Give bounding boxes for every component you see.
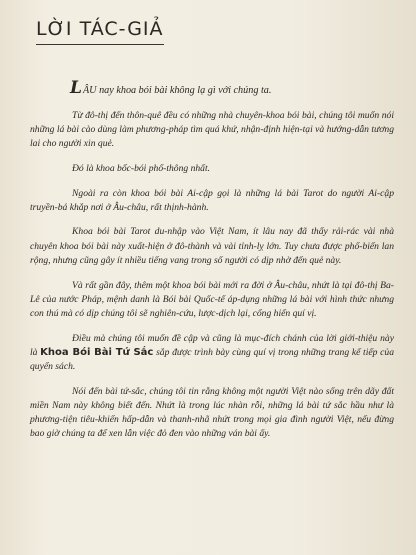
paragraph-1 — [30, 78, 394, 98]
book-subject-title: Khoa Bói Bài Tứ Sắc — [40, 346, 154, 358]
paragraph-8: Nói đến bài tứ-sắc, chúng tôi tin rằng không một người Việt nào sống trên dãy đất miền Nam này không biết đến. Nhứt là trong lúc nhàn rỗi, những lá bài tứ sắc hầu như là phương-tiện tiêu-khiển hấp-dẫn và thanh-nhã nhứt trong mọi gia đình người Việt, nếu đừng bao giờ chúng ta để xen lẫn việc đỏ đen vào những ván bài ấy. — [30, 385, 394, 440]
paragraph-5: Khoa bói bài Tarot du-nhập vào Việt Nam, ít lâu nay đã thấy rải-rác vài nhà chuyên khoa bói bài này xuất-hiện ở đô-thành và vài tỉnh-lỵ lớn. Tuy chưa được phổ-biến lan rộng, nhưng cũng gây ít nhiều tiếng vang trong số người có dịp nhờ đến quẻ này. — [30, 226, 394, 266]
paragraph-7-before: Điều mà chúng tôi muốn đề cập và cũng là mục-đích chánh của lời giới-thiệu này là — [30, 332, 394, 358]
page-body — [30, 78, 394, 442]
paragraph-2: Từ đô-thị đến thôn-quê đều có những nhà chuyên-khoa bói bài, chúng tôi muốn nói những lá bài cào dùng làm phương-pháp tìm quá khứ, nhận-định hiện-tại và hướng-dẫn tương lai cho người xin quẻ. — [30, 109, 394, 150]
paragraph-3: Đó là khoa bốc-bói phổ-thông nhất. — [72, 162, 211, 174]
paragraph-6: Và rất gần đây, thêm một khoa bói bài mới ra đời ở Âu-châu, nhứt là tại đô-thị Ba-Lê của nước Pháp, mệnh danh là Bói bài Quốc-tế áp-dụng những lá bài với hình thức nhưng con thú mà có dịp chúng tôi sẽ nghiên-cứu, lược-dịch lại, cống hiến quí vị. — [30, 279, 394, 319]
page-title: LỜI TÁC-GIẢ — [36, 18, 164, 45]
paragraph-7 — [30, 332, 394, 375]
paragraph-7-after: sắp được trình bày cùng quí vị trong những trang kế tiếp của quyển sách. — [30, 346, 394, 373]
paragraph-1-text: ÂU nay khoa bói bài không lạ gì với chúng ta. — [82, 85, 272, 96]
paragraph-4: Ngoài ra còn khoa bói bài Ai-cập gọi là những lá bài Tarot do người Ai-cập truyền-bá khắp nơi ở Âu-châu, rất thịnh-hành. — [30, 187, 394, 213]
drop-cap: L — [70, 78, 82, 98]
